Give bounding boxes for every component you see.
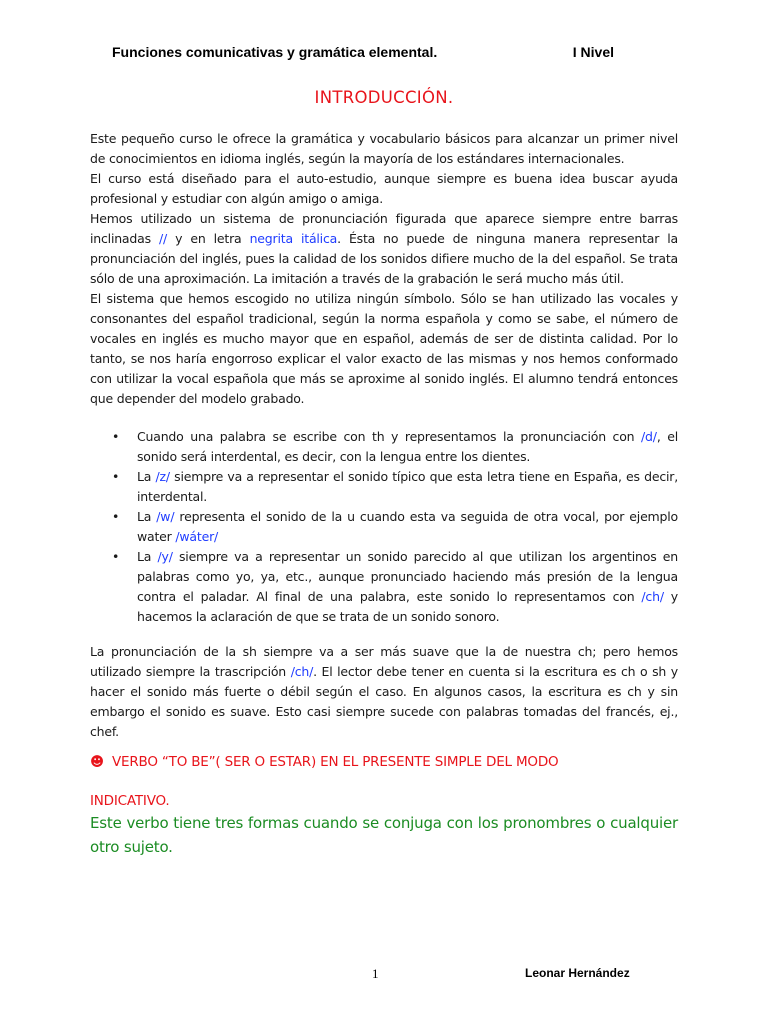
- header-level: I Nivel: [572, 44, 614, 60]
- phonetic-highlight: /wáter/: [175, 529, 219, 544]
- verb-section-heading: ☻ VERBO “TO BE”( SER O ESTAR) EN EL PRESENTE SIMPLE DEL MODO: [90, 754, 559, 770]
- slashes-highlight: //: [158, 231, 168, 246]
- page-header: [112, 44, 614, 60]
- list-item: • La /y/ siempre va a representar un sonido parecido al que utilizan los argentinos en palabras como yo, ya, etc., aunque pronunciado haciendo más presión de la lengua contra el paladar. Al final de una palabra, este sonido lo representamos con /ch/ y hacemos la aclaración de que se trata de un sonido sonoro.: [112, 549, 678, 624]
- paragraph-sh-sound: La pronunciación de la sh siempre va a ser más suave que la de nuestra ch; pero hemos utilizado siempre la trascripción /ch/. El lector debe tener en cuenta si la escritura es ch o sh y hacer el sonido más fuerte o débil según el caso. En algunos casos, la escritura es ch y sin embargo el sonido es suave. Esto casi siempre sucede con palabras tomadas del francés, ej., chef.: [90, 644, 678, 739]
- paragraph-pronunciation-system: Hemos utilizado un sistema de pronunciación figurada que aparece siempre entre barras inclinadas // y en letra negrita itálica. Ésta no puede de ninguna manera representar la pronunciación del inglés, pues la calidad de los sonidos difiere mucho de la del español. Se trata sólo de una aproximación. La imitación a través de la grabación le será mucho más útil.: [90, 211, 678, 286]
- phonetic-highlight: /ch/: [290, 664, 314, 679]
- phonetic-highlight: /z/: [155, 469, 170, 484]
- bullet-icon: •: [112, 509, 120, 524]
- verb-section-heading-cont: INDICATIVO.: [90, 793, 170, 809]
- verb-forms-note: Este verbo tiene tres formas cuando se conjuga con los pronombres o cualquier otro sujeto.: [90, 814, 678, 856]
- pronunciation-rules-list: [90, 427, 678, 627]
- page-footer: [0, 966, 768, 986]
- phonetic-highlight: /ch/: [641, 589, 664, 604]
- smiley-icon: ☻: [90, 754, 104, 770]
- list-item: • La /z/ siempre va a representar el sonido típico que esta letra tiene en España, es decir, interdental.: [112, 469, 678, 504]
- author-name: Leonar Hernández: [525, 966, 630, 980]
- bold-italic-highlight: negrita itálica: [249, 231, 338, 246]
- list-item: • La /w/ representa el sonido de la u cuando esta va seguida de otra vocal, por ejemplo water /wáter/: [112, 509, 678, 544]
- list-item: • Cuando una palabra se escribe con th y representamos la pronunciación con /d/, el sonido será interdental, es decir, con la lengua entre los dientes.: [112, 429, 678, 464]
- bullet-icon: •: [112, 469, 120, 484]
- page-number: 1: [372, 966, 379, 981]
- phonetic-highlight: /w/: [156, 509, 175, 524]
- header-course-title: Funciones comunicativas y gramática elemental.: [112, 44, 438, 60]
- phonetic-highlight: /d/: [641, 429, 657, 444]
- phonetic-highlight: /y/: [157, 549, 173, 564]
- paragraph-self-study: El curso está diseñado para el auto-estudio, aunque siempre es buena idea buscar ayuda profesional y estudiar con algún amigo o amiga.: [90, 171, 678, 206]
- section-title: INTRODUCCIÓN.: [314, 88, 454, 107]
- document-body: [90, 129, 678, 859]
- paragraph-symbols: El sistema que hemos escogido no utiliza ningún símbolo. Sólo se han utilizado las vocales y consonantes del español tradicional, según la norma española y como se sabe, el número de vocales en inglés es mucho mayor que en español, además de ser de distinta calidad. Por lo tanto, se nos haría engorroso explicar el valor exacto de las mismas y nos hemos conformado con utilizar la vocal española que más se aproxime al sonido inglés. El alumno tendrá entonces que depender del modelo grabado.: [90, 291, 678, 406]
- bullet-icon: •: [112, 549, 120, 564]
- bullet-icon: •: [112, 429, 120, 444]
- paragraph-intro: Este pequeño curso le ofrece la gramática y vocabulario básicos para alcanzar un primer nivel de conocimientos en idioma inglés, según la mayoría de los estándares internacionales.: [90, 131, 678, 166]
